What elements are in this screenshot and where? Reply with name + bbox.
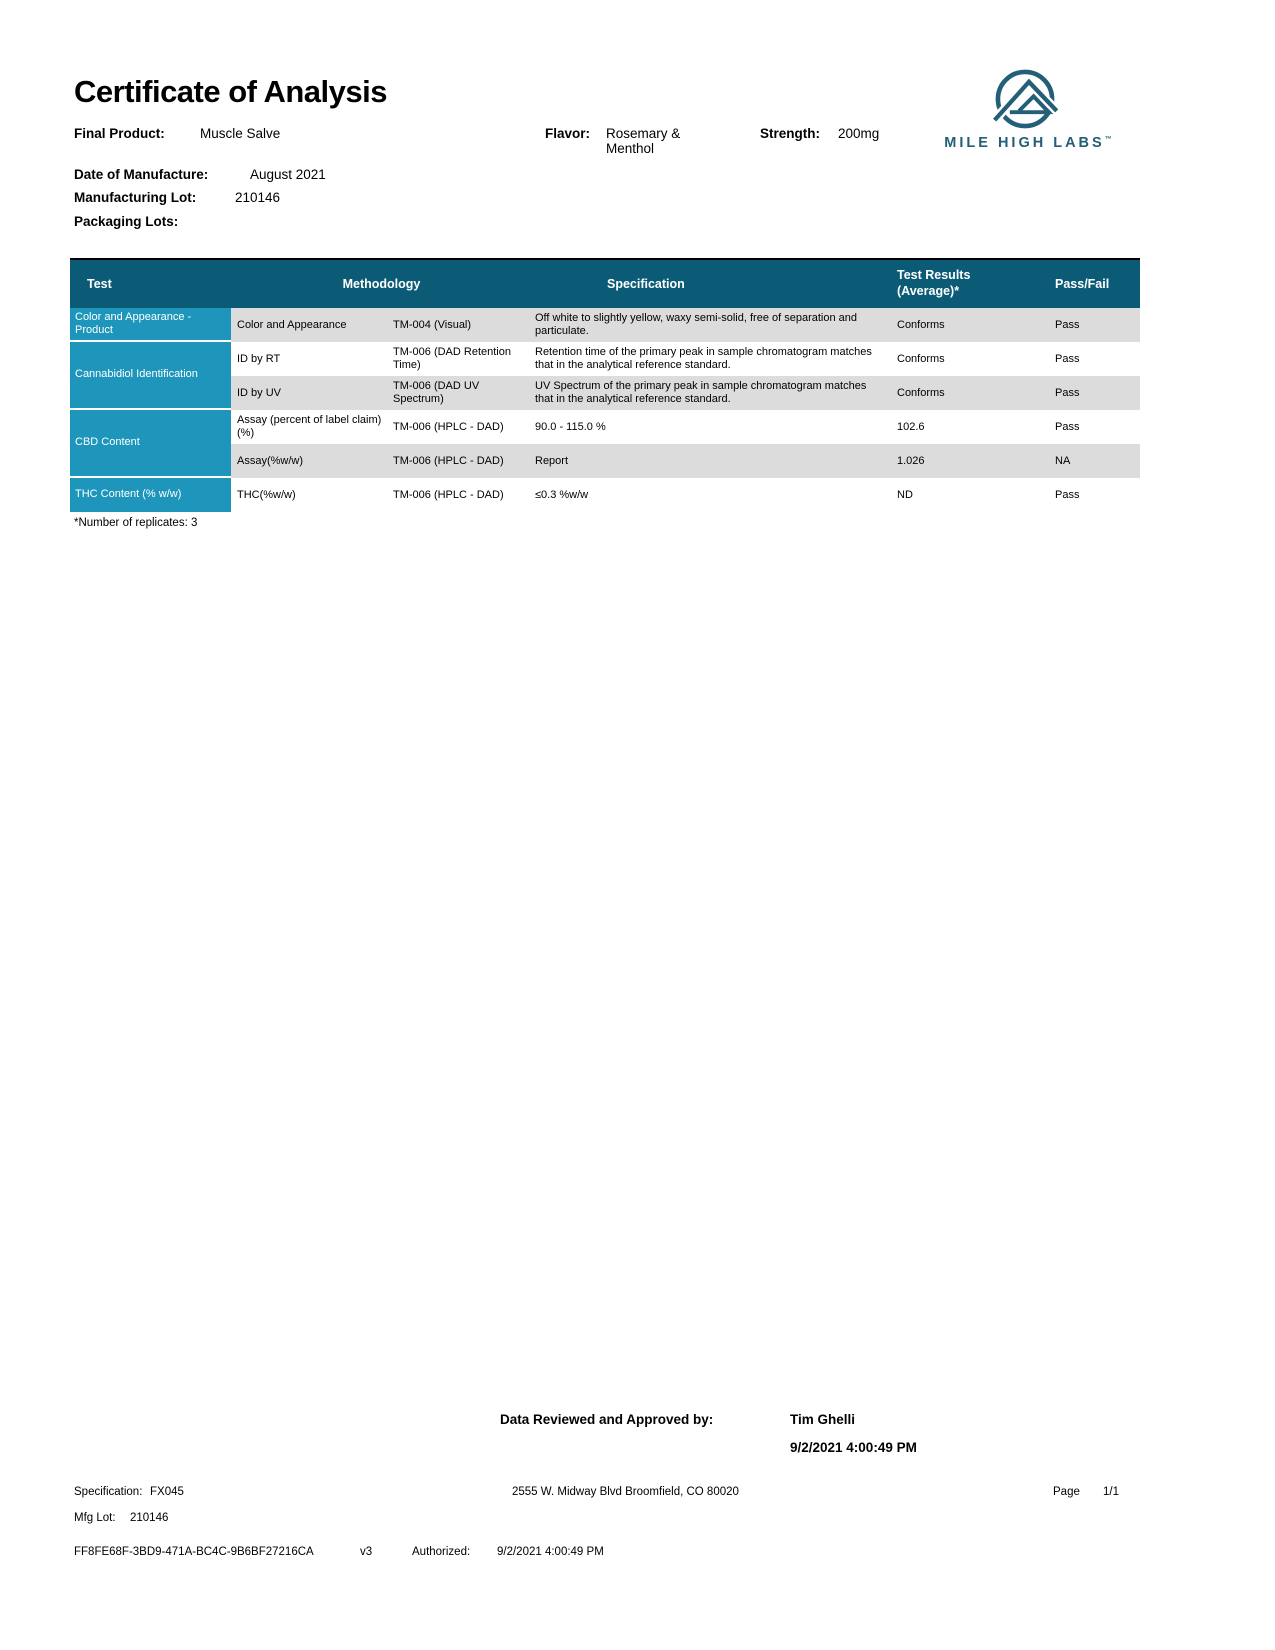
flavor-value: Rosemary & Menthol — [606, 126, 681, 156]
category-thc-content: THC Content (% w/w) — [70, 478, 231, 512]
trademark-symbol: ™ — [1104, 136, 1112, 144]
header-test: Test — [87, 277, 112, 291]
mile-high-labs-wordmark: MILE HIGH LABS™ — [944, 135, 1112, 151]
footer-page-value: 1/1 — [1103, 1486, 1119, 1498]
footer-address: 2555 W. Midway Blvd Broomfield, CO 80020 — [512, 1486, 739, 1498]
manufacturing-lot-label: Manufacturing Lot: — [74, 190, 197, 205]
footer-specification-value: FX045 — [150, 1486, 184, 1498]
table-row: ID by UV TM-006 (DAD UV Spectrum) UV Spectrum of the primary peak in sample chromatogram matches that in the analytical reference standard. Conforms Pass — [70, 376, 1140, 410]
flavor-label: Flavor: — [545, 126, 591, 141]
approval-datetime: 9/2/2021 4:00:49 PM — [790, 1440, 917, 1455]
footer-specification-label: Specification: — [74, 1486, 143, 1498]
authorized-label: Authorized: — [412, 1546, 471, 1558]
page-title: Certificate of Analysis — [74, 74, 387, 109]
footer-mfg-lot-value: 210146 — [130, 1512, 169, 1524]
mile-high-labs-logo-icon — [992, 66, 1058, 132]
category-cannabidiol-identification: Cannabidiol Identification — [70, 342, 231, 410]
table-body — [70, 308, 1140, 512]
test-category-column — [70, 308, 231, 512]
category-cbd-content: CBD Content — [70, 410, 231, 478]
footer-page-label: Page — [1053, 1486, 1080, 1498]
results-table — [70, 258, 1140, 512]
manufacturing-lot-value: 210146 — [235, 190, 281, 205]
table-row: Color and Appearance TM-004 (Visual) Off white to slightly yellow, waxy semi-solid, free of separation and particulate. Conforms Pass — [70, 308, 1140, 342]
header-test-results: Test Results (Average)* — [897, 268, 971, 298]
table-row: ID by RT TM-006 (DAD Retention Time) Retention time of the primary peak in sample chromatogram matches that in the analytical reference standard. Conforms Pass — [70, 342, 1140, 376]
header-methodology: Methodology — [342, 277, 421, 291]
date-of-manufacture-value: August 2021 — [250, 167, 326, 182]
table-row: Assay (percent of label claim)(%) TM-006 (HPLC - DAD) 90.0 - 115.0 % 102.6 Pass — [70, 410, 1140, 444]
packaging-lots-label: Packaging Lots: — [74, 214, 179, 229]
final-product-label: Final Product: — [74, 126, 165, 141]
footer-mfg-lot-label: Mfg Lot: — [74, 1512, 116, 1524]
table-row: THC(%w/w) TM-006 (HPLC - DAD) ≤0.3 %w/w ND Pass — [70, 478, 1140, 512]
final-product-value: Muscle Salve — [200, 126, 281, 141]
category-color-appearance: Color and Appearance - Product — [70, 308, 231, 342]
strength-label: Strength: — [760, 126, 820, 141]
replicates-footnote: *Number of replicates: 3 — [74, 517, 198, 529]
document-id: FF8FE68F-3BD9-471A-BC4C-9B6BF27216CA — [74, 1546, 314, 1558]
date-of-manufacture-label: Date of Manufacture: — [74, 167, 209, 182]
approval-label: Data Reviewed and Approved by: — [500, 1412, 714, 1427]
authorized-datetime: 9/2/2021 4:00:49 PM — [497, 1546, 604, 1558]
header-pass-fail: Pass/Fail — [1055, 277, 1110, 291]
header-specification: Specification — [607, 277, 685, 291]
table-row: Assay(%w/w) TM-006 (HPLC - DAD) Report 1.026 NA — [70, 444, 1140, 478]
document-version: v3 — [360, 1546, 373, 1558]
strength-value: 200mg — [838, 126, 880, 141]
approver-name: Tim Ghelli — [790, 1412, 856, 1427]
table-header-row — [70, 260, 1140, 308]
